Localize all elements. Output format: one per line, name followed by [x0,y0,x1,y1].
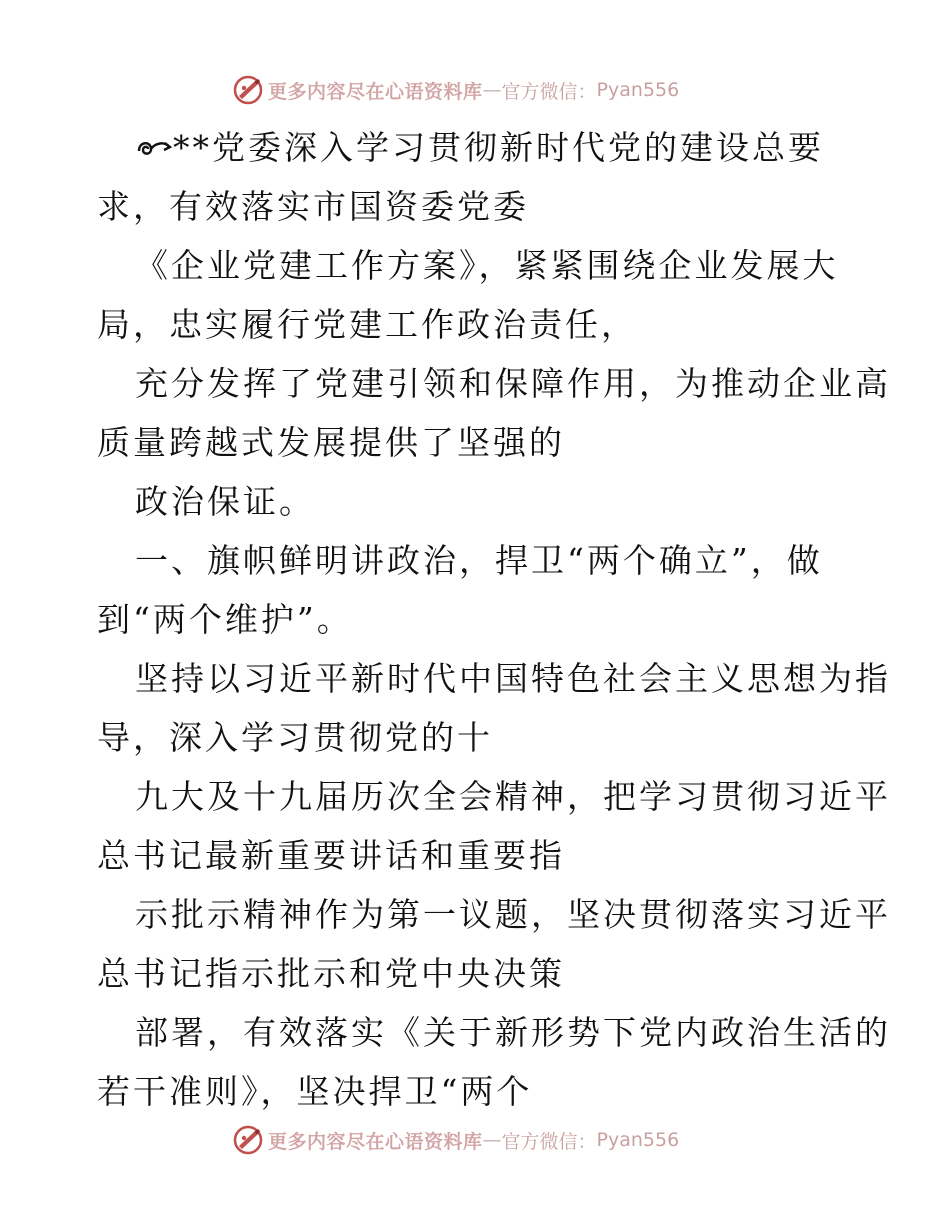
paragraph-text: 导，深入学习贯彻党的十 [97,718,493,757]
text-line-1 [135,128,824,168]
section-heading: 到“两个维护”。 [97,600,353,639]
text-line-17 [97,1072,532,1112]
header-watermark [232,72,679,108]
text-line-10 [135,659,891,699]
watermark-wechat-id: Pyan556 [596,79,680,101]
text-line-7 [135,482,315,522]
watermark-official-label: 官方微信： [501,80,597,103]
brand-logo-icon [232,74,264,106]
text-line-6 [97,423,565,463]
paragraph-text: 部署，有效落实《关于新形势下党内政治生活的 [135,1013,891,1052]
text-line-3 [135,246,839,286]
text-line-11 [97,718,493,758]
paragraph-text: 总书记指示批示和党中央决策 [97,954,565,993]
watermark-official-label: 官方微信： [501,1130,597,1153]
text-line-13 [97,836,565,876]
watermark-wechat-id: Pyan556 [596,1129,680,1151]
paragraph-text: **党委深入学习贯彻新时代党的建设总要 [173,128,824,167]
brand-logo-icon [232,1124,264,1156]
watermark-dash: — [482,79,502,101]
paragraph-text: 示批示精神作为第一议题，坚决贯彻落实习近平 [135,895,891,934]
paragraph-text: 质量跨越式发展提供了坚强的 [97,423,565,462]
text-line-12 [135,777,891,817]
paragraph-text: 坚持以习近平新时代中国特色社会主义思想为指 [135,659,891,698]
ornament-icon [135,133,173,163]
watermark-brand-text: 更多内容尽在心语资料库 [268,1130,483,1153]
text-line-14 [135,895,891,935]
text-line-8 [135,541,823,581]
text-line-4 [97,305,637,345]
watermark-dash: — [482,1129,502,1151]
section-heading: 一、旗帜鲜明讲政治，捍卫“两个确立”，做 [135,541,823,580]
text-line-15 [97,954,565,994]
paragraph-text: 总书记最新重要讲话和重要指 [97,836,565,875]
paragraph-text: 求，有效落实市国资委党委 [97,187,529,226]
watermark-brand-text: 更多内容尽在心语资料库 [268,80,483,103]
paragraph-text: 《企业党建工作方案》，紧紧围绕企业发展大 [135,246,839,285]
paragraph-text: 若干准则》，坚决捍卫“两个 [97,1072,533,1111]
text-line-9 [97,600,353,640]
paragraph-text: 政治保证。 [135,482,315,521]
text-line-16 [135,1013,891,1053]
paragraph-text: 局，忠实履行党建工作政治责任， [97,305,637,344]
paragraph-text: 充分发挥了党建引领和保障作用，为推动企业高 [135,364,891,403]
text-line-2 [97,187,529,227]
footer-watermark [232,1122,679,1158]
paragraph-text: 九大及十九届历次全会精神，把学习贯彻习近平 [135,777,891,816]
text-line-5 [135,364,891,404]
